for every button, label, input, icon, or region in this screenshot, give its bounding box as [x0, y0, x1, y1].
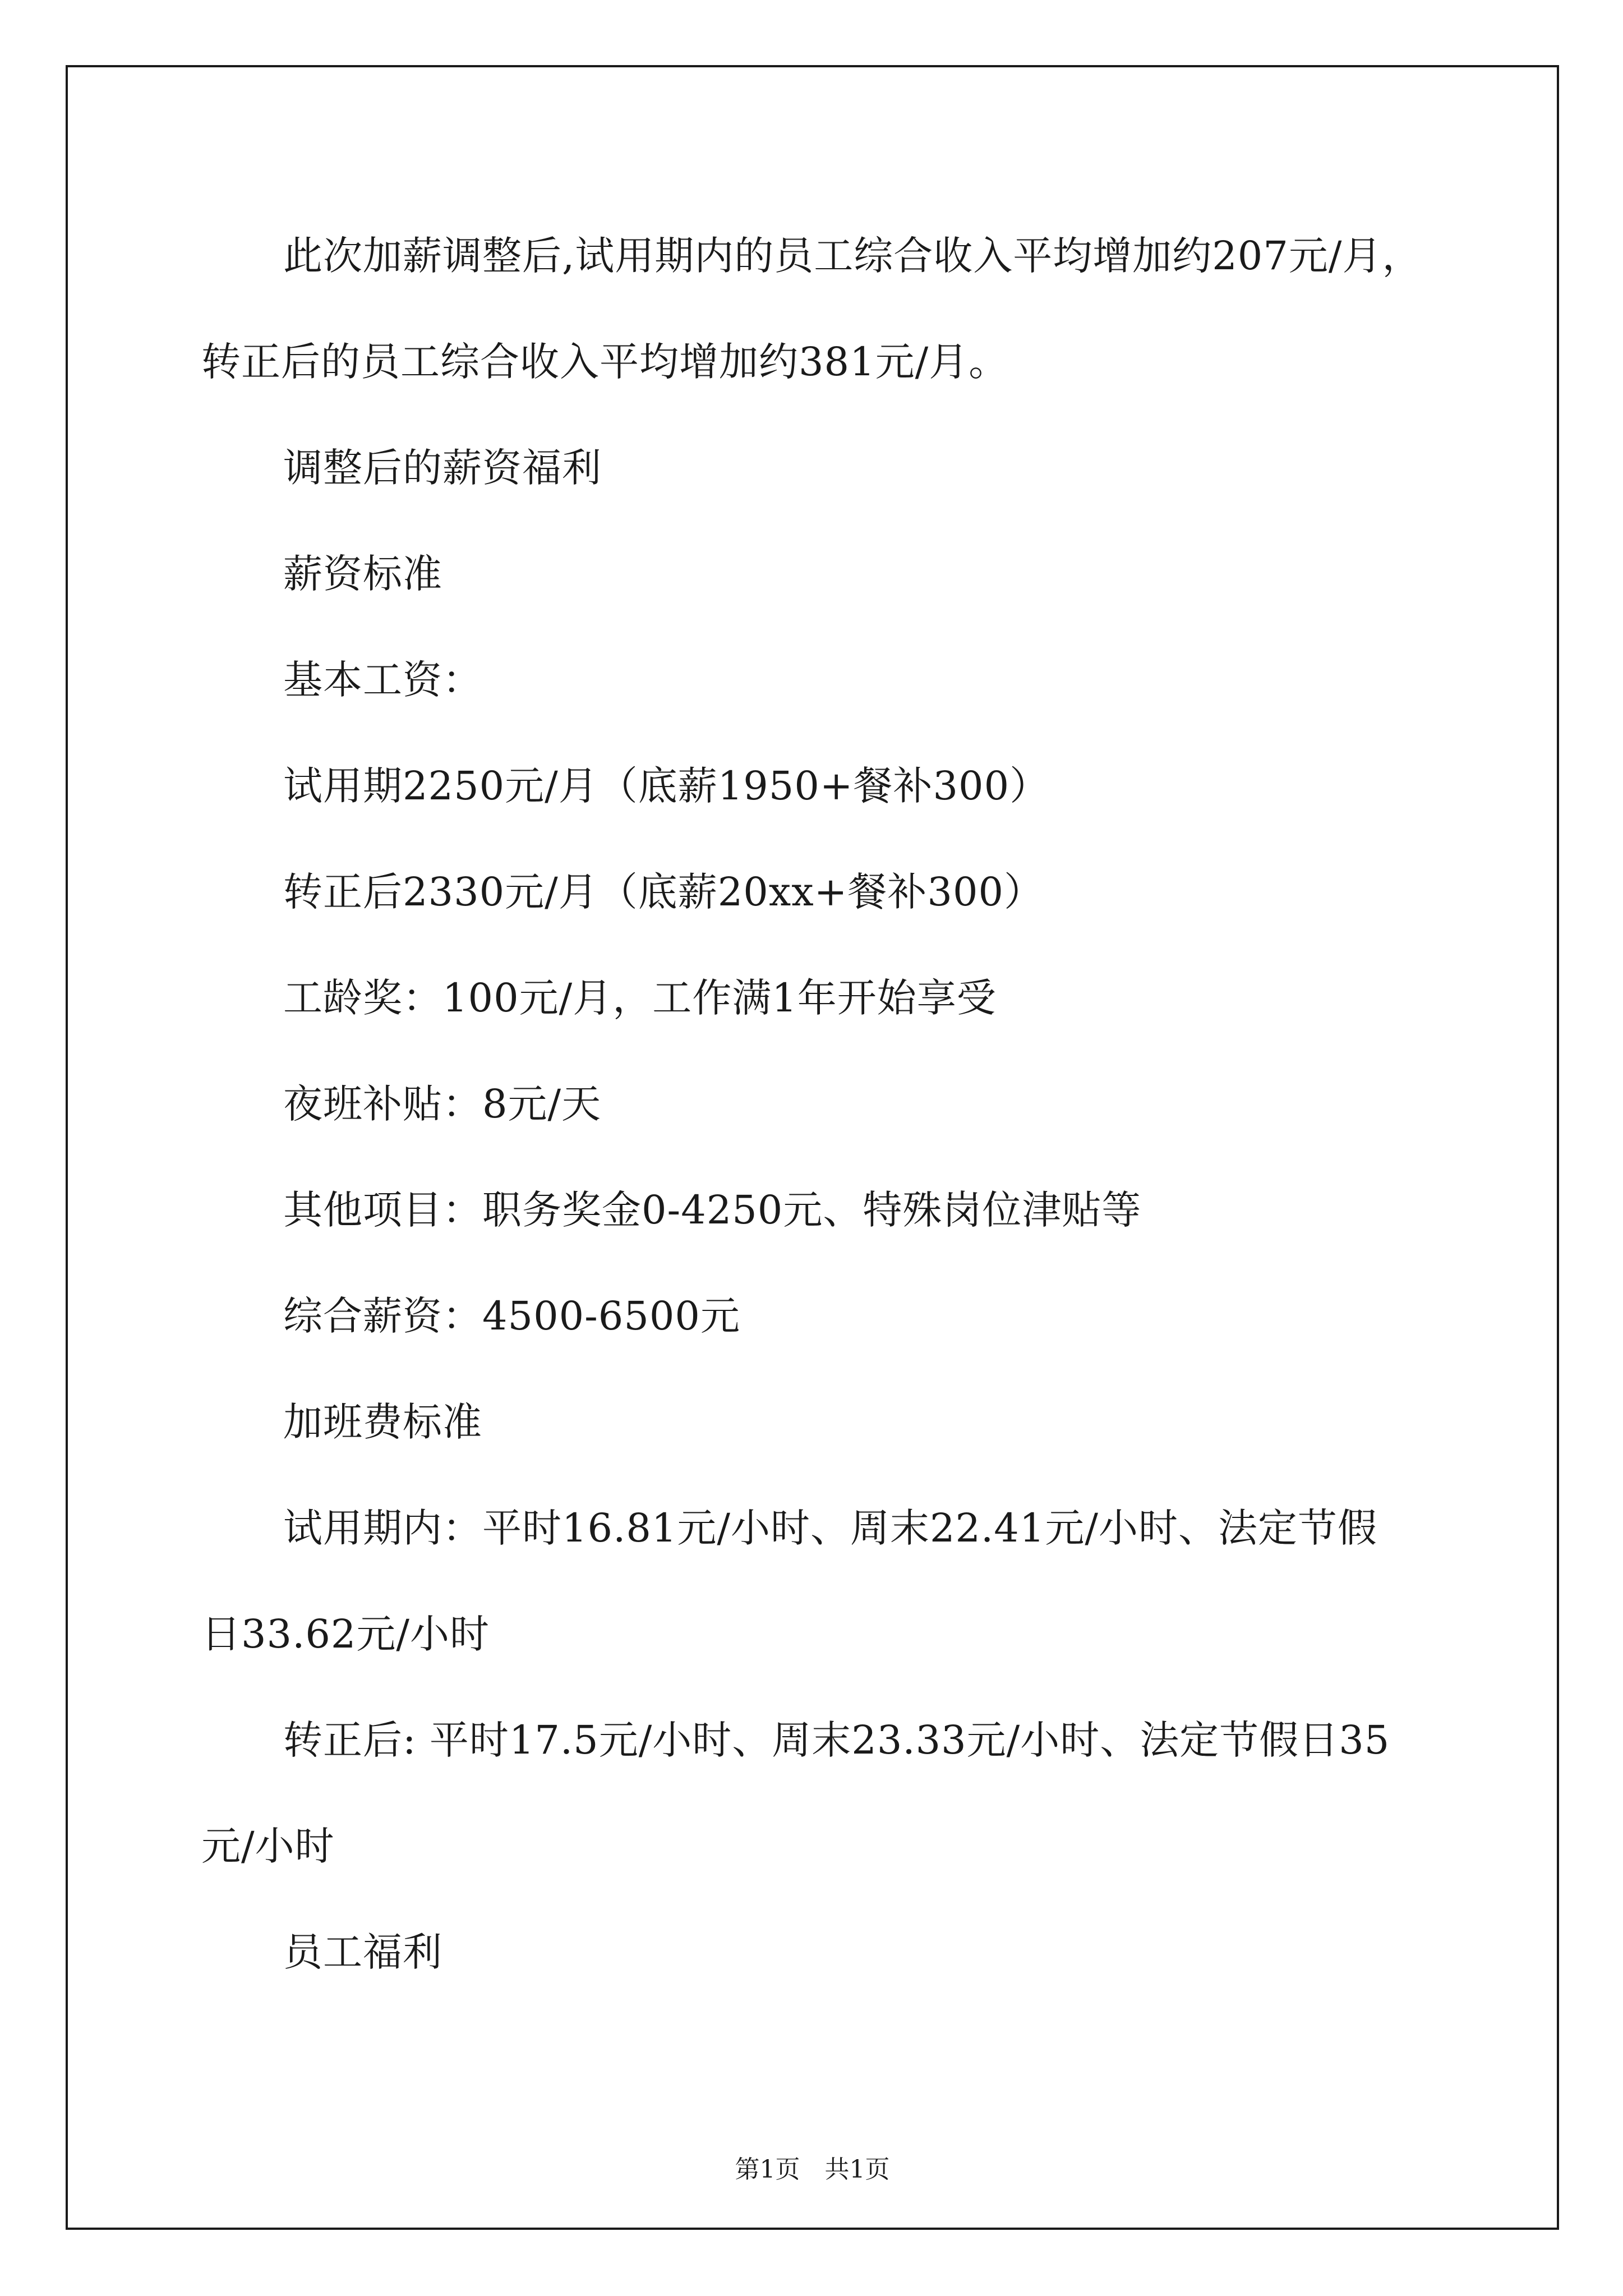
paragraph-line: 试用期内：平时16.81元/小时、周末22.41元/小时、法定节假	[283, 1505, 1377, 1551]
paragraph-line: 此次加薪调整后,试用期内的员工综合收入平均增加约207元/月，	[283, 233, 1422, 279]
paragraph-line: 综合薪资：4500-6500元	[283, 1293, 740, 1339]
paragraph-line: 试用期2250元/月（底薪1950+餐补300）	[283, 763, 1050, 809]
section-heading: 加班费标准	[283, 1399, 482, 1445]
paragraph-line: 元/小时	[201, 1823, 335, 1869]
page-frame	[66, 65, 1559, 2230]
paragraph-line: 日33.62元/小时	[201, 1611, 490, 1657]
section-heading: 薪资标准	[283, 551, 442, 597]
paragraph-line: 夜班补贴：8元/天	[283, 1081, 602, 1127]
page-footer: 第1页 共1页	[735, 2155, 890, 2184]
paragraph-line: 转正后2330元/月（底薪20xx+餐补300）	[283, 869, 1044, 915]
paragraph-line: 工龄奖：100元/月，工作满1年开始享受	[283, 975, 997, 1021]
paragraph-line: 转正后的员工综合收入平均增加约381元/月。	[201, 339, 1009, 385]
paragraph-line: 其他项目：职务奖金0-4250元、特殊岗位津贴等	[283, 1187, 1142, 1233]
paragraph-line: 基本工资：	[283, 657, 482, 703]
section-heading: 调整后的薪资福利	[283, 445, 602, 491]
document-body	[68, 67, 1557, 2228]
section-heading: 员工福利	[283, 1929, 442, 1975]
paragraph-line: 转正后: 平时17.5元/小时、周末23.33元/小时、法定节假日35	[283, 1717, 1390, 1763]
